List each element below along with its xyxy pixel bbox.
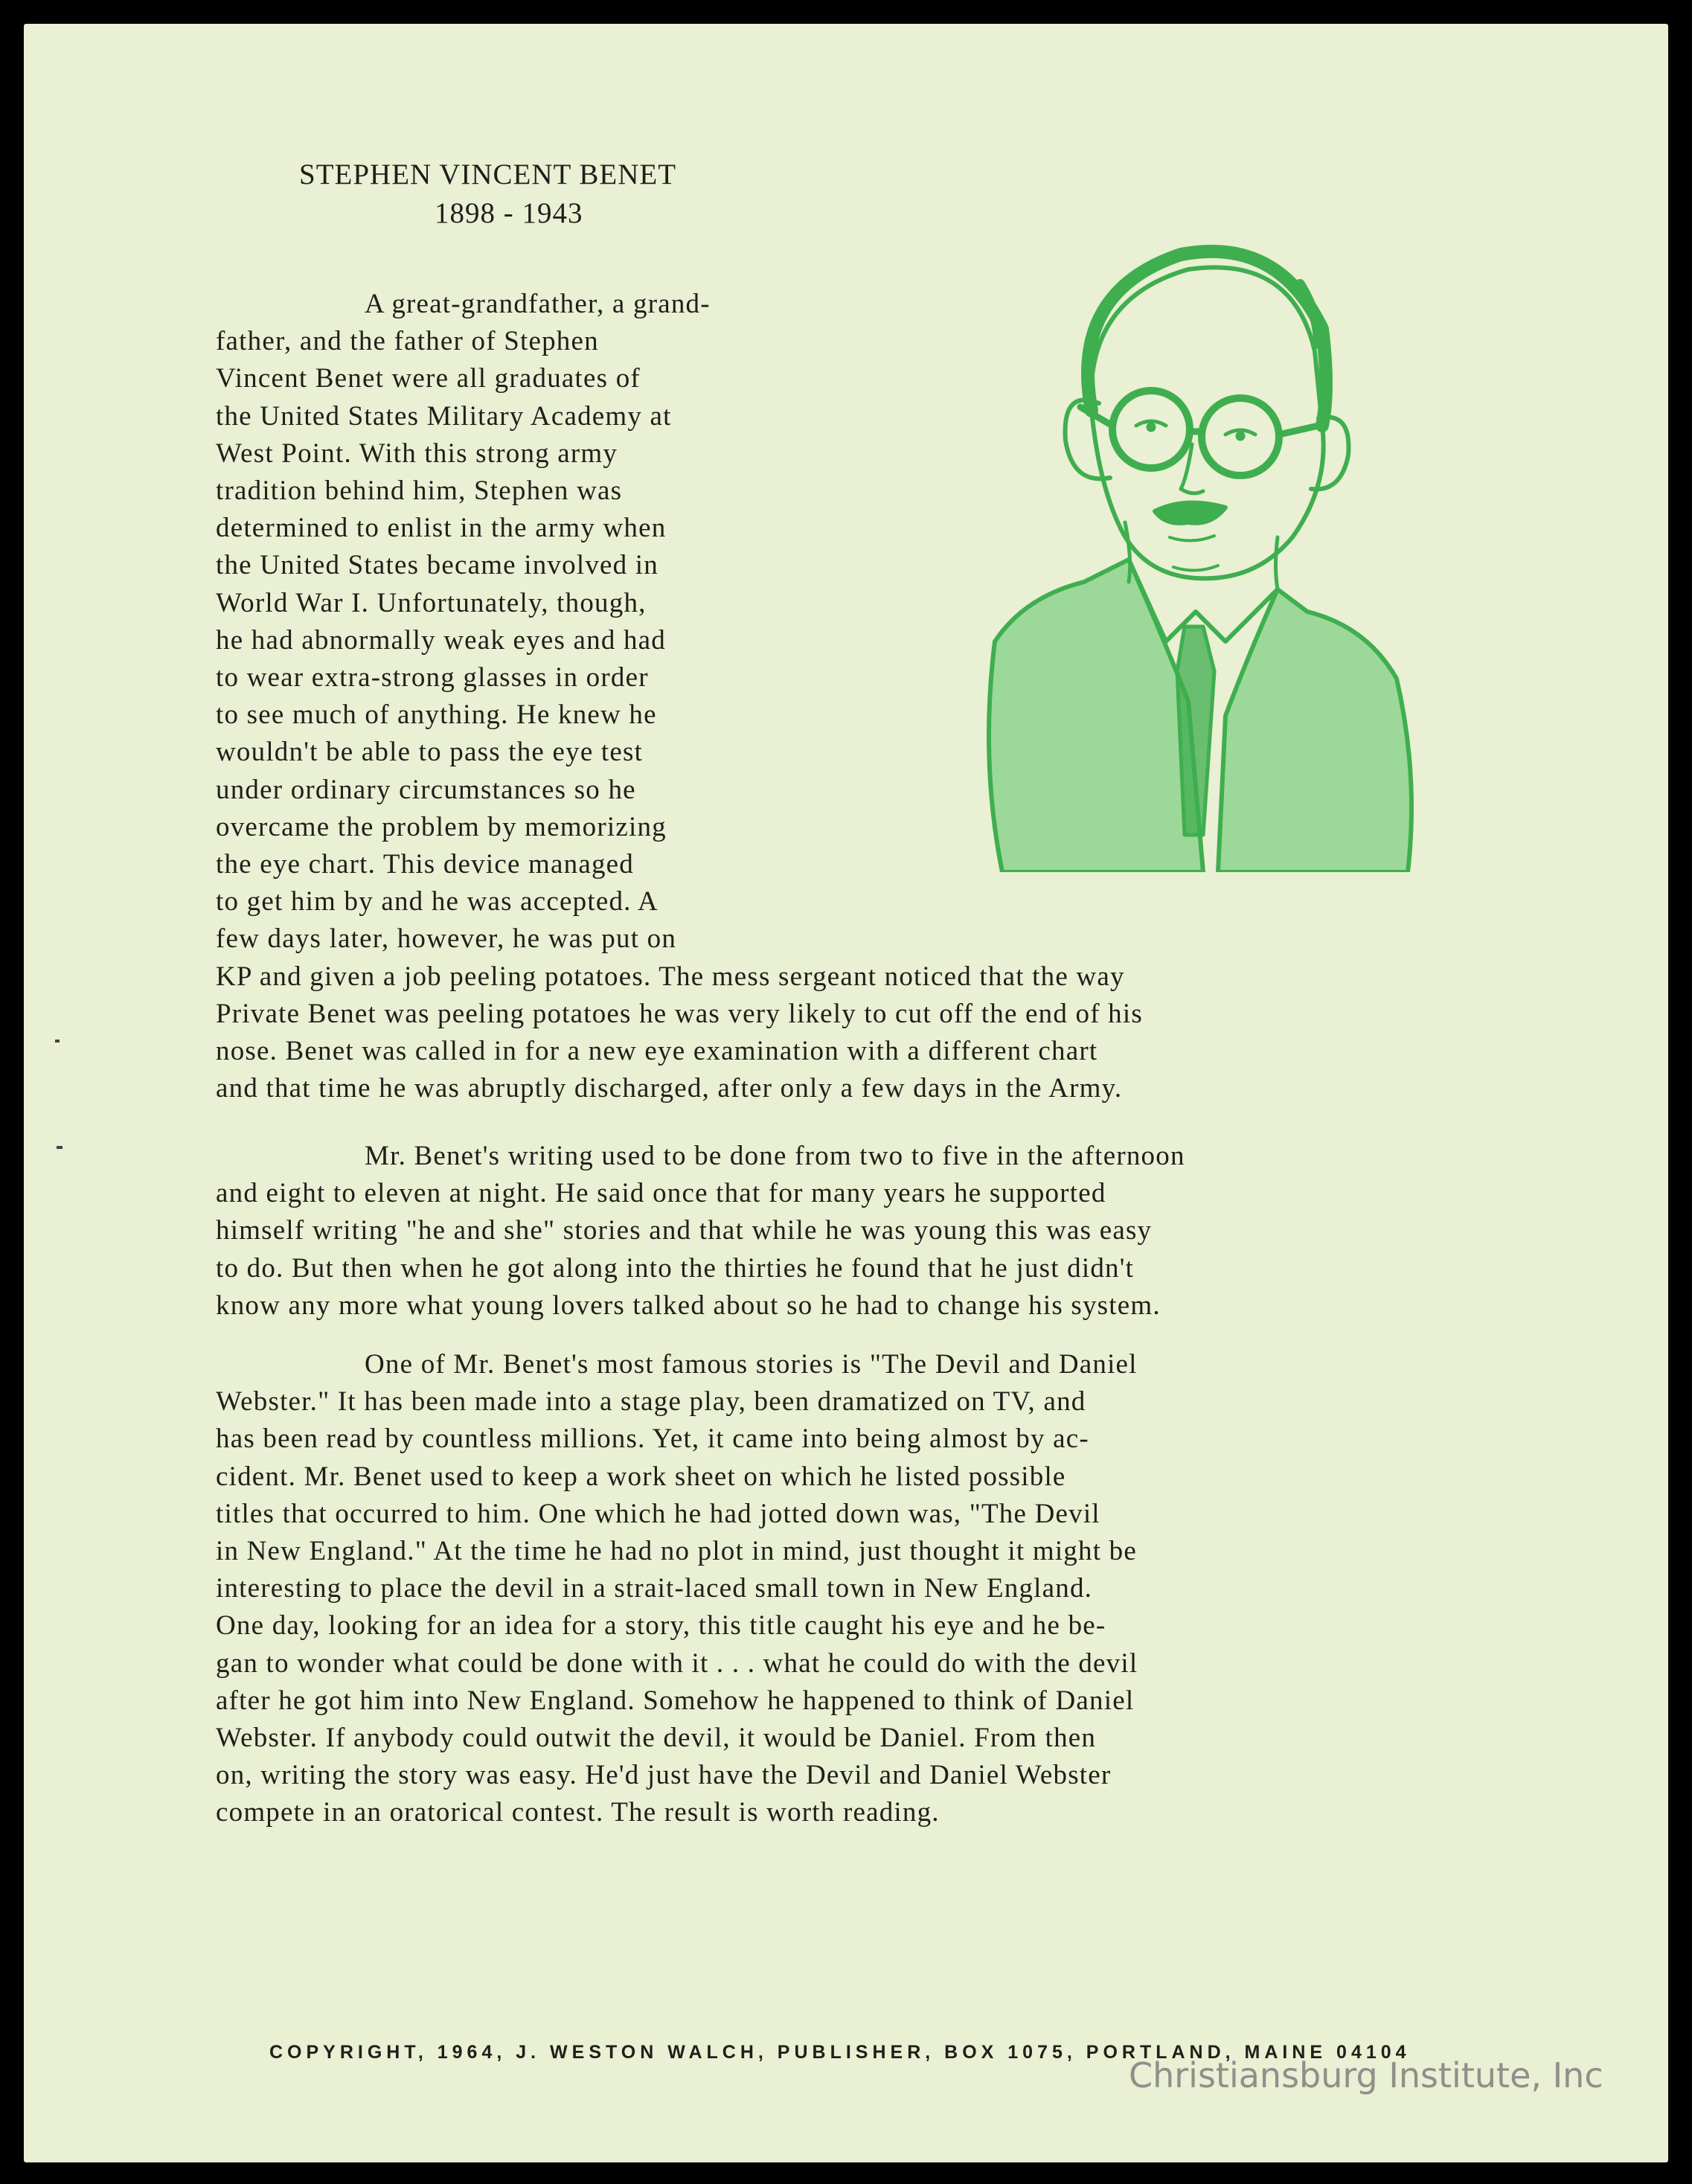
text-line: the eye chart. This device managed xyxy=(216,849,634,880)
text-line: Webster." It has been made into a stage play, been dramatized on TV, and xyxy=(216,1386,1086,1418)
text-line: titles that occurred to him. One which he had jotted down was, "The Devil xyxy=(216,1498,1100,1529)
document-page xyxy=(24,24,1668,2162)
text-line: to get him by and he was accepted. A xyxy=(216,886,658,918)
text-line: the United States became involved in xyxy=(216,550,658,581)
text-line: compete in an oratorical contest. The result is worth reading. xyxy=(216,1797,940,1828)
speck xyxy=(57,1146,63,1149)
text-line: Webster. If anybody could outwit the devil, it would be Daniel. From then xyxy=(216,1723,1097,1753)
text-line: in New England." At the time he had no plot in mind, just thought it might be xyxy=(216,1536,1137,1566)
speck xyxy=(55,1040,60,1043)
text-line: tradition behind him, Stephen was xyxy=(216,475,623,506)
author-years: 1898 - 1943 xyxy=(435,197,583,229)
text-line: KP and given a job peeling potatoes. The mess sergeant noticed that the way xyxy=(216,961,1125,992)
text-line: to wear extra-strong glasses in order xyxy=(216,662,649,693)
text-line: World War I. Unfortunately, though, xyxy=(216,587,647,618)
text-line: few days later, however, he was put on xyxy=(216,923,677,955)
text-line: know any more what young lovers talked about so he had to change his system. xyxy=(216,1290,1161,1321)
text-line: to see much of anything. He knew he xyxy=(216,699,657,731)
text-line: Vincent Benet were all graduates of xyxy=(216,363,641,394)
text-line: A great-grandfather, a grand- xyxy=(365,289,711,319)
text-line: on, writing the story was easy. He'd just have the Devil and Daniel Webster xyxy=(216,1760,1112,1791)
text-line: himself writing "he and she" stories and that while he was young this was easy xyxy=(216,1215,1153,1246)
text-line: determined to enlist in the army when xyxy=(216,513,667,544)
text-line: the United States Military Academy at xyxy=(216,400,672,432)
text-line: overcame the problem by memorizing xyxy=(216,811,667,842)
text-line: One day, looking for an idea for a story, this title caught his eye and he be- xyxy=(216,1610,1106,1642)
text-line: to do. But then when he got along into the thirties he found that he just didn't xyxy=(216,1252,1135,1284)
text-line: gan to wonder what could be done with it . . . what he could do with the devil xyxy=(216,1647,1138,1679)
text-line: has been read by countless millions. Yet, it came into being almost by ac- xyxy=(216,1424,1089,1455)
text-line: cident. Mr. Benet used to keep a work sheet on which he listed possible xyxy=(216,1461,1066,1492)
copyright-notice: COPYRIGHT, 1964, J. WESTON WALCH, PUBLISHER, BOX 1075, PORTLAND, MAINE 04104 xyxy=(269,2042,1411,2063)
text-line: West Point. With this strong army xyxy=(216,438,618,469)
text-line: nose. Benet was called in for a new eye examination with a different chart xyxy=(216,1036,1098,1066)
text-line: interesting to place the devil in a strait-laced small town in New England. xyxy=(216,1573,1093,1604)
author-name: STEPHEN VINCENT BENET xyxy=(299,158,677,190)
text-line: after he got him into New England. Somehow he happened to think of Daniel xyxy=(216,1685,1135,1716)
text-line: One of Mr. Benet's most famous stories is "The Devil and Daniel xyxy=(365,1349,1138,1380)
text-line: and that time he was abruptly discharged, after only a few days in the Army. xyxy=(216,1073,1123,1104)
text-line: wouldn't be able to pass the eye test xyxy=(216,737,644,768)
text-line: under ordinary circumstances so he xyxy=(216,774,636,805)
text-line: Mr. Benet's writing used to be done from two to five in the afternoon xyxy=(365,1141,1185,1171)
text-line: he had abnormally weak eyes and had xyxy=(216,624,667,656)
watermark: Christiansburg Institute, Inc xyxy=(1129,2055,1603,2095)
text-line: Private Benet was peeling potatoes he was very likely to cut off the end of his xyxy=(216,998,1143,1029)
portrait-sketch-icon xyxy=(980,240,1419,872)
text-line: father, and the father of Stephen xyxy=(216,326,599,357)
text-line: and eight to eleven at night. He said once that for many years he supported xyxy=(216,1178,1106,1209)
